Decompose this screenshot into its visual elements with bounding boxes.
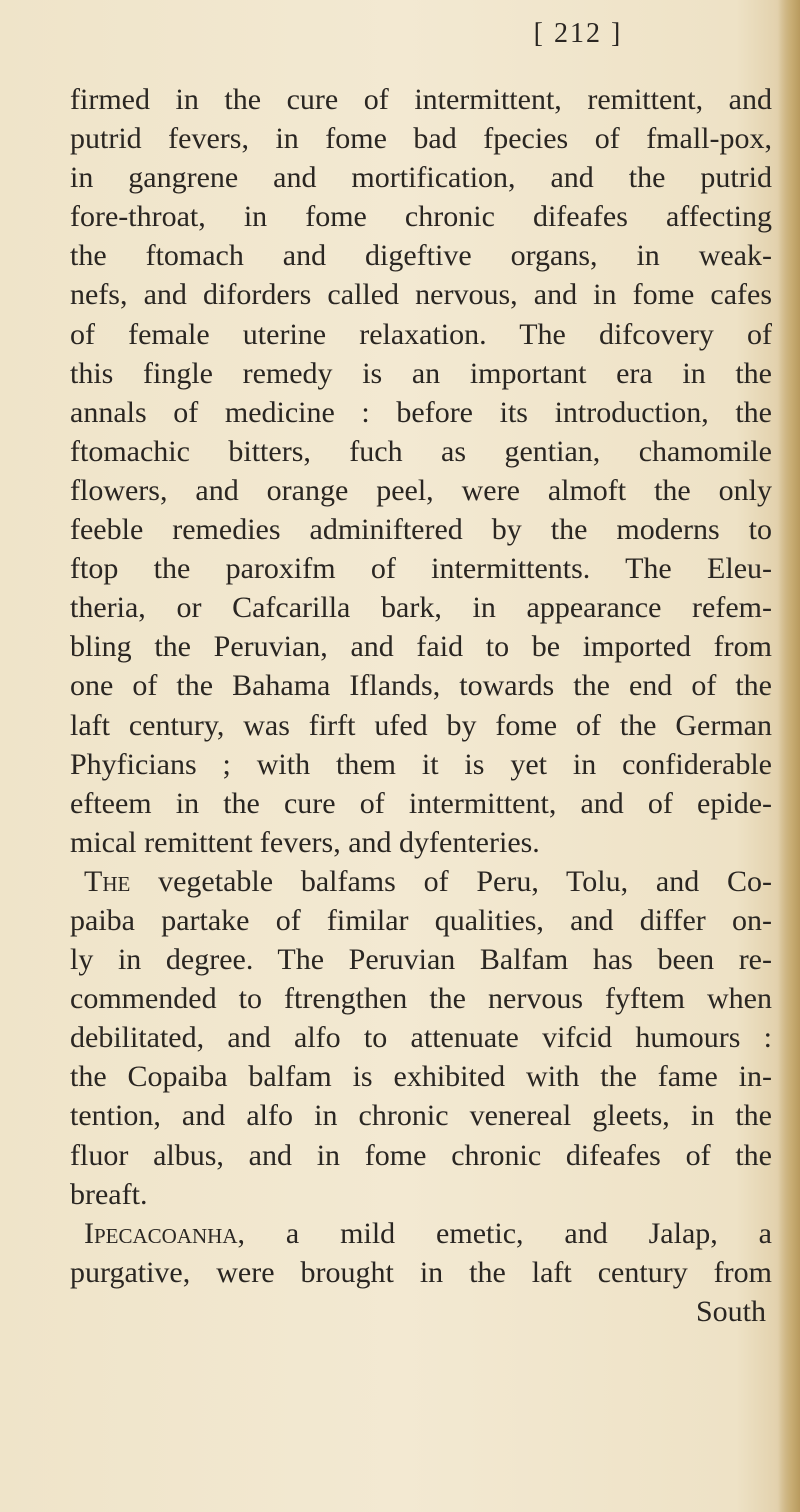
text-line: Phyficians ; with them it is yet in confiderable — [70, 747, 772, 781]
text-line: firmed in the cure of intermittent, remittent, and — [70, 83, 772, 116]
page-header — [0, 18, 800, 50]
text-line: purgative, were brought in the laft century from — [70, 1255, 772, 1289]
paragraph-lead-word: The — [84, 864, 131, 898]
text-line: fluor albus, and in fome chronic difeafes of the — [70, 1138, 772, 1172]
paragraph-lead-word: Ipecacoanha, — [84, 1216, 246, 1250]
text-line: of female uterine relaxation. The difcovery of — [70, 317, 772, 351]
text-line: theria, or Cafcarilla bark, in appearance refem- — [70, 591, 772, 625]
text-line: efteem in the cure of intermittent, and of epide- — [70, 786, 772, 820]
text-line: in gangrene and mortification, and the putrid — [70, 161, 772, 195]
paragraph-first-line: vegetable balfams of Peru, Tolu, and Co- — [130, 864, 772, 898]
text-line: paiba partake of fimilar qualities, and differ on- — [70, 903, 772, 937]
text-line: one of the Bahama Iflands, towards the end of the — [70, 669, 772, 703]
text-line: the Copaiba balfam is exhibited with the fame in- — [70, 1060, 772, 1094]
text-line: debilitated, and alfo to attenuate vifcid humours : — [70, 1021, 772, 1055]
text-line: breaft. — [70, 1177, 148, 1211]
text-line: annals of medicine : before its introduction, the — [70, 395, 772, 429]
text-line: laft century, was firft ufed by fome of the German — [70, 708, 772, 742]
text-line: tention, and alfo in chronic venereal gleets, in the — [70, 1099, 772, 1133]
catchword: South — [695, 1294, 766, 1328]
text-line: nefs, and diforders called nervous, and in fome cafes — [70, 278, 772, 312]
page-number: [ 212 ] — [533, 18, 623, 49]
body-text — [70, 80, 772, 1331]
text-line: mical remittent fevers, and dyfenteries. — [70, 825, 540, 859]
text-line: fore-throat, in fome chronic difeafes affecting — [70, 200, 772, 234]
text-line: bling the Peruvian, and faid to be imported from — [70, 630, 772, 664]
paragraph-start-line — [70, 1214, 772, 1253]
text-line: feeble remedies adminiftered by the moderns to — [70, 513, 772, 547]
text-line: ftop the paroxifm of intermittents. The Eleu- — [70, 552, 772, 586]
text-line: ly in degree. The Peruvian Balfam has been re- — [70, 943, 772, 977]
text-line: ftomachic bitters, fuch as gentian, chamomile — [70, 434, 772, 468]
text-line: putrid fevers, in fome bad fpecies of fmall-pox, — [70, 122, 772, 156]
page-edge-shadow — [778, 0, 800, 1512]
text-line: commended to ftrengthen the nervous fyftem when — [70, 982, 772, 1016]
text-line: flowers, and orange peel, were almoft the only — [70, 473, 772, 507]
text-line: this fingle remedy is an important era in the — [70, 356, 772, 390]
paragraph-start-line — [70, 862, 772, 901]
text-line: the ftomach and digeftive organs, in weak- — [70, 239, 772, 273]
paragraph-first-line: a mild emetic, and Jalap, a — [245, 1216, 772, 1250]
